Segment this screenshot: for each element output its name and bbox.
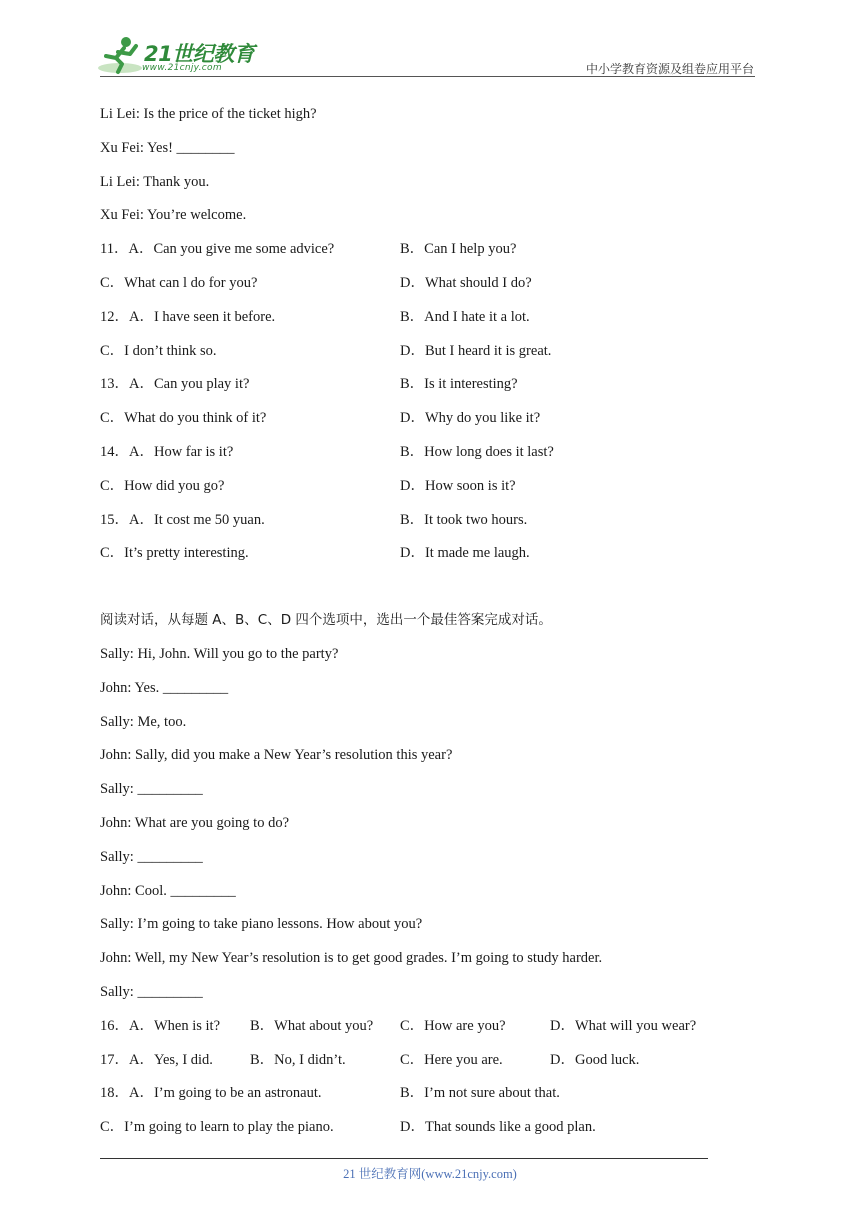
- logo-url: www.21cnjy.com: [142, 63, 222, 73]
- dialogue-line: Sally: Hi, John. Will you go to the party?: [100, 645, 339, 662]
- question-number: 13．: [100, 376, 129, 393]
- dialogue-line: John: What are you going to do?: [100, 814, 290, 831]
- dialogue-line: John: Cool. _________: [100, 882, 236, 899]
- question-18-row-1: [100, 1077, 760, 1111]
- question-15-row-1: [100, 504, 760, 538]
- question-17-row: [100, 1044, 760, 1078]
- option-c: C．What do you think of it?: [100, 410, 267, 427]
- header-platform-name: 中小学教育资源及组卷应用平台: [585, 62, 754, 76]
- option-d: D．Good luck.: [550, 1051, 640, 1068]
- dialogue-line: Sally: _________: [100, 781, 203, 798]
- option-c: C．What can l do for you?: [100, 274, 258, 291]
- runner-logo-icon: [96, 34, 146, 78]
- dialogue-line: John: Yes. _________: [100, 679, 229, 696]
- question-12-row-2: [100, 335, 760, 369]
- dialogue-line: John: Well, my New Year’s resolution is to get good grades. I’m going to study harder.: [100, 950, 603, 967]
- question-11-row-2: [100, 267, 760, 301]
- question-number: 14．: [100, 443, 129, 460]
- option-d: D．Why do you like it?: [400, 410, 541, 427]
- option-b: B．Can I help you?: [400, 241, 517, 258]
- option-b: B．It took two hours.: [400, 511, 528, 528]
- question-16-a: [100, 1010, 220, 1044]
- dialogue-line: Li Lei: Thank you.: [100, 173, 210, 190]
- option-d: D．What will you wear?: [550, 1017, 697, 1034]
- question-17-a: [100, 1044, 213, 1078]
- option-c: C．How are you?: [400, 1017, 506, 1034]
- option-d: D．What should I do?: [400, 274, 532, 291]
- dialogue-line: Sally: _________: [100, 848, 203, 865]
- option-a: A．When is it?: [129, 1017, 221, 1034]
- option-c: C．It’s pretty interesting.: [100, 545, 249, 562]
- question-13-row-2: [100, 402, 760, 436]
- question-number: 17．: [100, 1051, 129, 1068]
- question-15-row-2: [100, 537, 760, 571]
- option-b: B．And I hate it a lot.: [400, 308, 530, 325]
- option-b: B．I’m not sure about that.: [400, 1085, 560, 1102]
- option-b: B．How long does it last?: [400, 443, 554, 460]
- question-number: 18．: [100, 1085, 129, 1102]
- dialogue-line: Sally: Me, too.: [100, 713, 187, 730]
- footer-divider: [100, 1158, 708, 1159]
- question-number: 12．: [100, 308, 129, 325]
- dialogue-line: Xu Fei: Yes! ________: [100, 139, 235, 156]
- option-b: B．What about you?: [250, 1017, 374, 1034]
- question-14-row-2: [100, 470, 760, 504]
- logo-text: 21世纪教育: [144, 42, 255, 66]
- option-c: C．I don’t think so.: [100, 342, 217, 359]
- dialogue-line: Xu Fei: You’re welcome.: [100, 207, 247, 224]
- option-a: A．I’m going to be an astronaut.: [129, 1085, 322, 1102]
- document-body: [100, 98, 760, 1145]
- option-b: B．No, I didn’t.: [250, 1051, 346, 1068]
- header-divider: [100, 76, 755, 77]
- footer-link[interactable]: 21 世纪教育网(www.21cnjy.com): [343, 1167, 517, 1181]
- option-a: A．How far is it?: [129, 443, 234, 460]
- section-instruction: 阅读对话，从每题 A、B、C、D 四个选项中，选出一个最佳答案完成对话。: [100, 612, 552, 629]
- question-number: 15．: [100, 511, 129, 528]
- option-a: A．Can you play it?: [129, 376, 250, 393]
- option-c: C．Here you are.: [400, 1051, 503, 1068]
- option-a: A．Yes, I did.: [129, 1051, 213, 1068]
- dialogue-line: Sally: I’m going to take piano lessons. How about you?: [100, 916, 423, 933]
- option-d: D．But I heard it is great.: [400, 342, 552, 359]
- question-13-row-1: [100, 368, 760, 402]
- question-number: 16．: [100, 1017, 129, 1034]
- dialogue-line: John: Sally, did you make a New Year’s resolution this year?: [100, 747, 453, 764]
- question-16-row: [100, 1010, 760, 1044]
- option-d: D．That sounds like a good plan.: [400, 1119, 596, 1136]
- dialogue-line: Sally: _________: [100, 983, 203, 1000]
- question-11-row-1: [100, 233, 760, 267]
- option-d: D．It made me laugh.: [400, 545, 530, 562]
- option-d: D．How soon is it?: [400, 477, 516, 494]
- question-18-row-2: [100, 1111, 760, 1145]
- option-c: C．How did you go?: [100, 477, 225, 494]
- option-b: B．Is it interesting?: [400, 376, 518, 393]
- question-number: 11．: [100, 241, 129, 258]
- question-14-row-1: [100, 436, 760, 470]
- option-a: A．It cost me 50 yuan.: [129, 511, 265, 528]
- site-logo[interactable]: [96, 34, 266, 78]
- option-a: A．I have seen it before.: [129, 308, 276, 325]
- dialogue-line: Li Lei: Is the price of the ticket high?: [100, 106, 317, 122]
- option-c: C．I’m going to learn to play the piano.: [100, 1119, 334, 1136]
- option-a: A．Can you give me some advice?: [128, 241, 335, 258]
- question-12-row-1: [100, 301, 760, 335]
- page-header: [0, 0, 860, 80]
- section-spacer: [100, 571, 760, 604]
